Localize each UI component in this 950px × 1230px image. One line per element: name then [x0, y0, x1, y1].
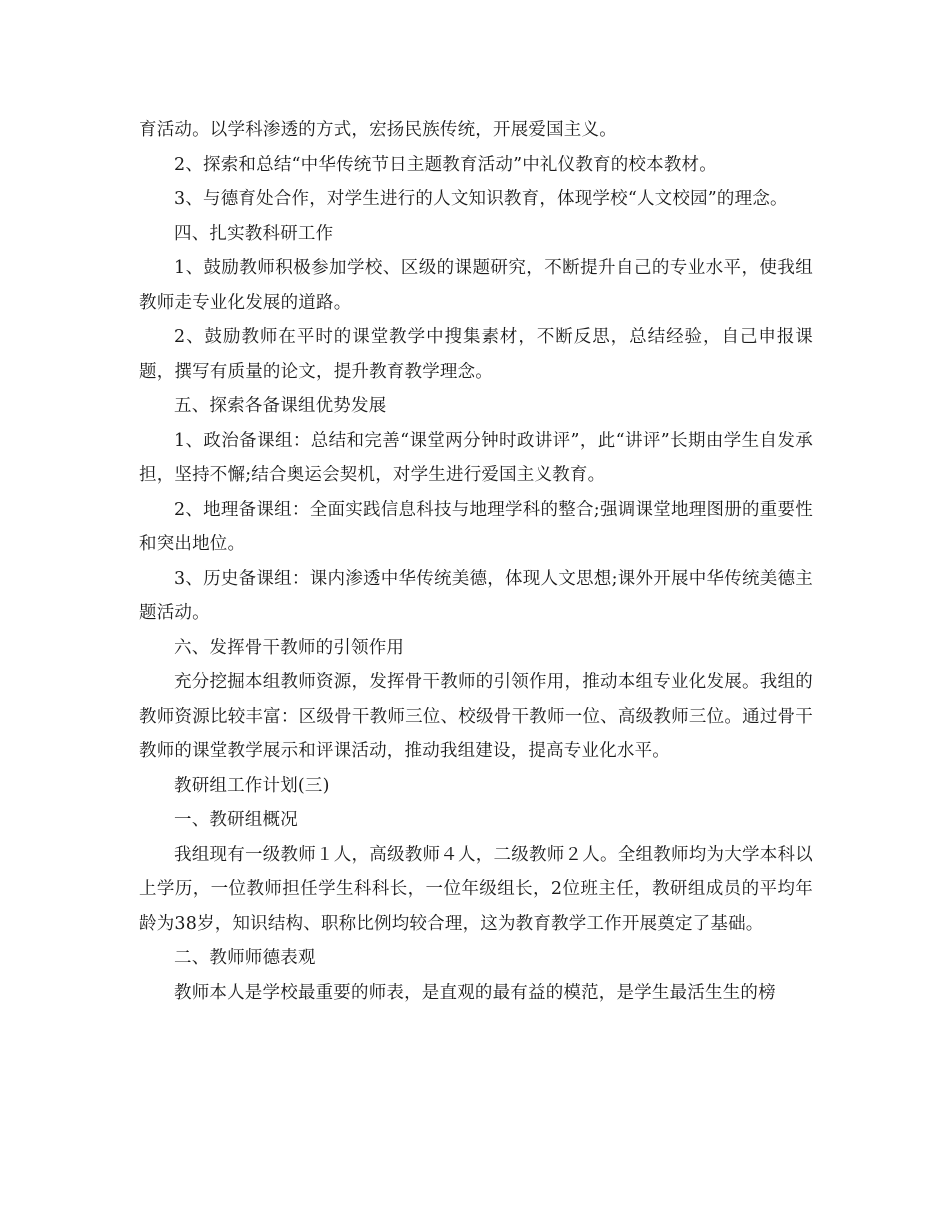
paragraph: 3、与德育处合作，对学生进行的人文知识教育，体现学校“人文校园”的理念。 [174, 189, 788, 209]
section-heading: 二、教师师德表观 [174, 948, 316, 968]
paragraph: 育活动。以学科渗透的方式，宏扬民族传统，开展爱国主义。 [139, 120, 617, 140]
section-heading: 六、发挥骨干教师的引领作用 [174, 637, 405, 658]
paragraph: 1、政治备课组：总结和完善“课堂两分钟时政讲评”，此“讲评”长期由学生自发承担，坚持不懈;结合奥运会契机，对学生进行爱国主义教育。 [139, 430, 813, 485]
paragraph: 2、探索和总结“中华传统节日主题教育活动”中礼仪教育的校本教材。 [174, 154, 717, 175]
paragraph: 2、地理备课组：全面实践信息科技与地理学科的整合;强调课堂地理图册的重要性和突出地位。 [139, 499, 813, 554]
paragraph: 2、鼓励教师在平时的课堂教学中搜集素材，不断反思，总结经验，自己申报课题，撰写有质量的论文，提升教育教学理念。 [139, 327, 813, 382]
document-body [139, 113, 813, 1010]
section-heading: 五、探索各备课组优势发展 [174, 396, 387, 416]
paragraph: 教师本人是学校最重要的师表，是直观的最有益的模范，是学生最活生生的榜 [174, 982, 776, 1003]
section-heading: 四、扎实教科研工作 [174, 223, 334, 244]
paragraph: 我组现有一级教师１人，高级教师４人，二级教师２人。全组教师均为大学本科以上学历，一位教师担任学生科科长，一位年级组长，2位班主任，教研组成员的平均年龄为38岁，知识结构、职称比例均较合理，这为教育教学工作开展奠定了基础。 [139, 844, 813, 934]
document-title: 教研组工作计划(三) [174, 775, 330, 796]
paragraph: 3、历史备课组：课内渗透中华传统美德，体现人文思想;课外开展中华传统美德主题活动。 [139, 568, 813, 623]
paragraph: 1、鼓励教师积极参加学校、区级的课题研究，不断提升自己的专业水平，使我组教师走专业化发展的道路。 [139, 258, 813, 313]
paragraph: 充分挖掘本组教师资源，发挥骨干教师的引领作用，推动本组专业化发展。我组的教师资源比较丰富：区级骨干教师三位、校级骨干教师一位、高级教师三位。通过骨干教师的课堂教学展示和评课活动，推动我组建设，提高专业化水平。 [139, 672, 813, 761]
section-heading: 一、教研组概况 [174, 810, 298, 830]
